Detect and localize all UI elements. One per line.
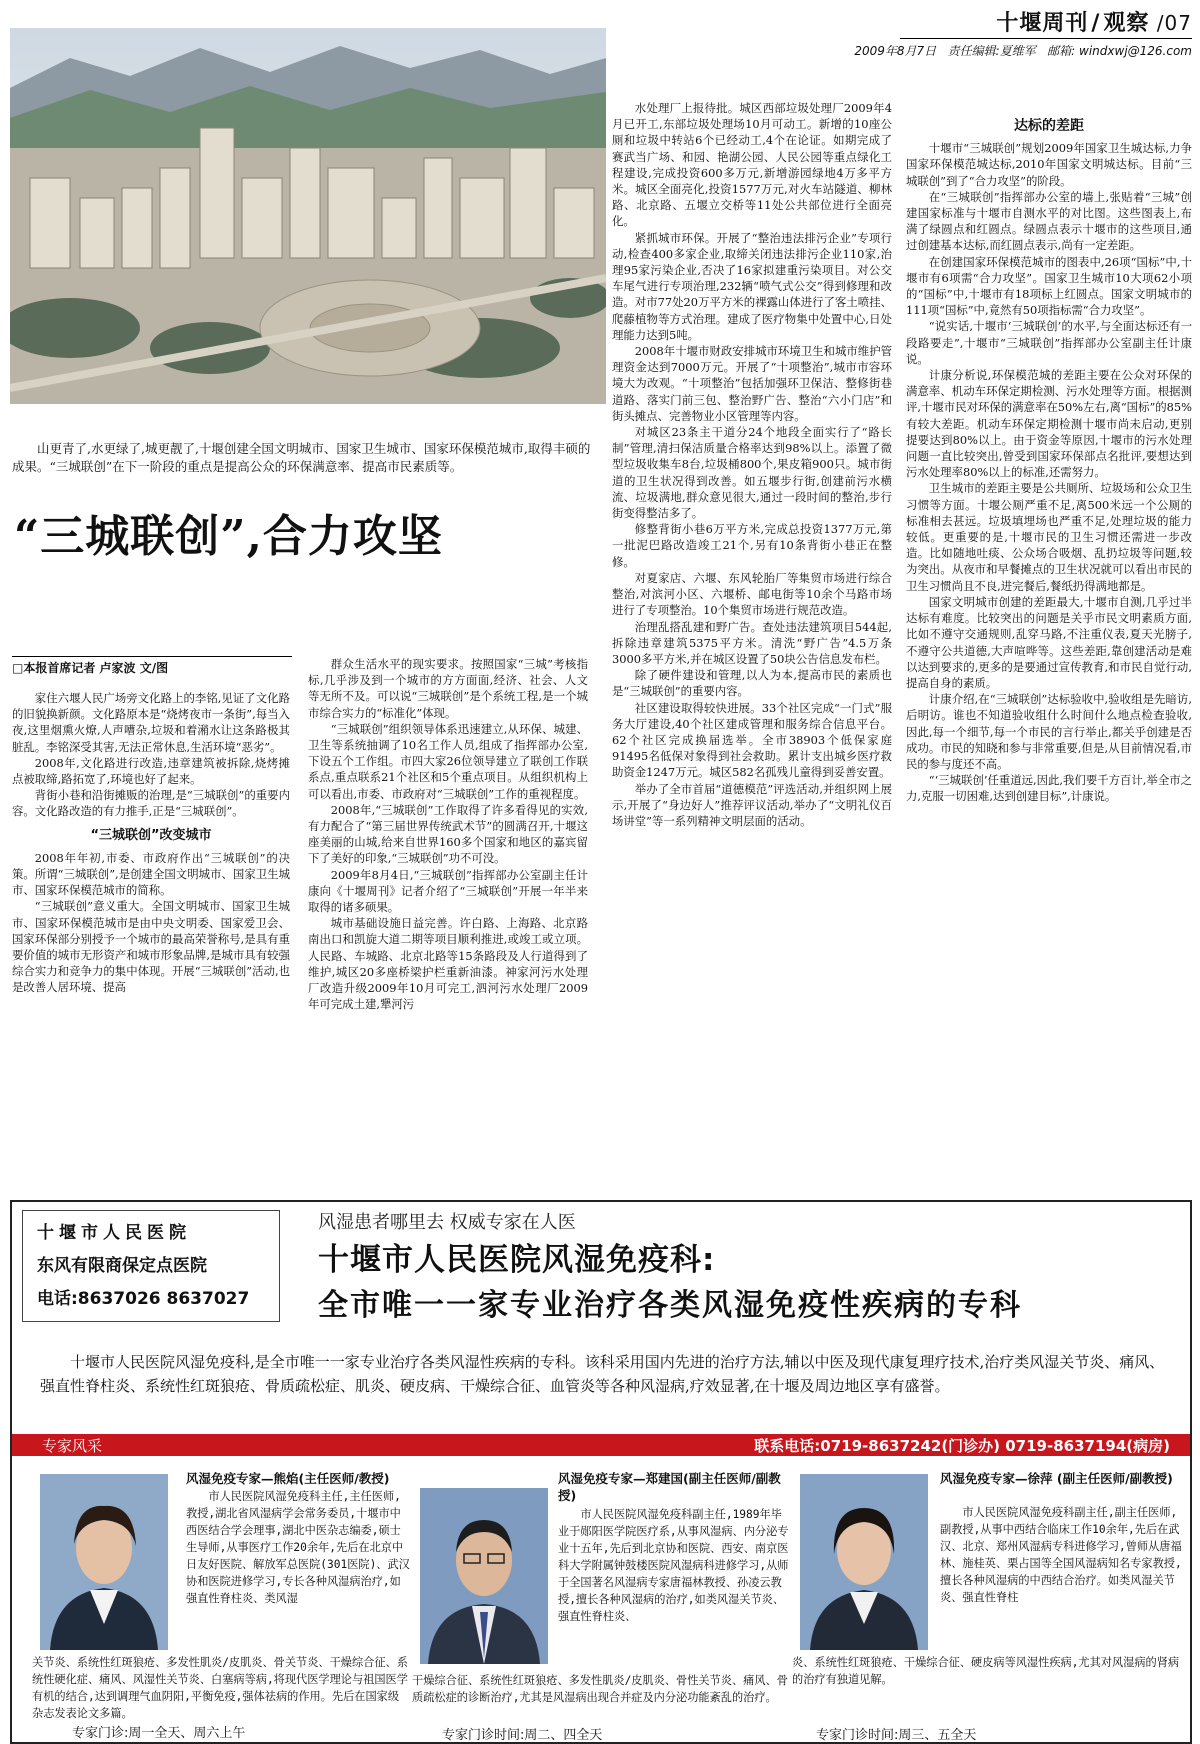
paragraph: “说实话,十堰市‘三城联创’的水平,与全面达标还有一段路要走”,十堰市“三城联创”指挥部办公室副主任计康说。 [906,319,1192,366]
insurance-note: 东风有限商保定点医院 [37,1256,207,1276]
hospital-info-box [22,1210,280,1322]
paragraph: 2008年年初,市委、市政府作出“三城联创”的决策。所谓“三城联创”,是创建全国文明城市、国家卫生城市、国家环保模范城市的简称。 [12,850,290,898]
masthead: 十堰周刊 / 观察 /07 [996,11,1192,36]
city-photo [10,28,606,404]
subheading: 达标的差距 [1014,118,1084,134]
paragraph: 计康介绍,在“三城联创”达标验收中,验收组是先暗访,后明访。谁也不知道验收组什么时间什么地点检查验收,因此,每一个细节,每一个市民的言行举止,都关乎创建是否成功。市民的知晓和参与非常重要,但是,从目前情况看,市民的参与度还不高。 [906,692,1192,771]
photo-caption: 山更青了,水更绿了,城更靓了,十堰创建全国文明城市、国家卫生城市、国家环保模范城市,取得丰硕的成果。“三城联创”在下一阶段的重点是提高公众的环保满意率、提高市民素质等。 [12,441,591,474]
expert-bar-title: 专家风采 [42,1437,103,1455]
article-column-2 [308,656,588,1190]
email-label: 邮箱: [1047,44,1076,58]
hospital-phone: 电话:8637026 8637027 [37,1289,250,1309]
paragraph: 城市基础设施日益完善。许白路、上海路、北京路南出口和凯旋大道二期等项目顺利推进,或竣工或立项。人民路、车城路、北京北路等15条路段及人行道得到了维护,城区20多座桥梁护栏重新油漆。神家河污水处理厂改造升级2009年10月可完工,泗河污水处理厂2009年可完成土建,犟河污 [308,916,588,1012]
paragraph: 2008年,文化路进行改造,违章建筑被拆除,烧烤摊点被取缔,路拓宽了,环境也好了起来。 [12,755,290,787]
expert-photo [800,1474,928,1650]
expert-title: 风湿免疫专家—徐萍 (副主任医师/副教授) [940,1471,1173,1486]
expert-bio-continued: 炎、系统性红斑狼疮、干燥综合征、硬皮病等风湿性疾病,尤其对风湿病的肾病的治疗有独道见解。 [792,1656,1180,1686]
paragraph: 对夏家店、六堰、东风轮胎厂等集贸市场进行综合整治,对滨河小区、六堰桥、邮电街等10余个马路市场进行了专项整治。10个集贸市场进行规范改造。 [612,570,892,618]
expert-card [32,1468,412,1744]
paragraph: “三城联创”组织领导体系迅速建立,从环保、城建、卫生等系统抽调了10名工作人员,组成了指挥部办公室,下设五个工作组。市四大家26位领导建立了联创工作联系点,重点联系21个社区和5个重点项目。从组织机构上可以看出,市委、市政府对“三城联创”工作的重视程度。 [308,721,588,801]
paragraph: 国家文明城市创建的差距最大,十堰市自测,几乎过半达标有难度。比较突出的问题是关乎市民文明素质方面,比如不遵守交通规则,乱穿马路,不注重仪表,夏天光膀子,不遵守公共道德,大声喧哗等。这些差距,靠创建活动是难以达到要求的,更多的是要通过宣传教育,和市民自觉行动,提高自身的素质。 [906,594,1192,690]
ad-subtitle: 风湿患者哪里去 权威专家在人医 [318,1212,576,1233]
article-column-1 [12,690,290,1190]
expert-card [412,1468,792,1744]
clinic-hours: 专家门诊时间:周三、五全天 [816,1728,977,1743]
expert-title: 风湿免疫专家—郑建国(副主任医师/副教授) [558,1471,781,1503]
clinic-hours: 专家门诊时间:周二、四全天 [442,1728,603,1743]
paragraph: 2008年十堰市财政安排城市环境卫生和城市维护管理资金达到7000万元。开展了“十项整治”,城市市容环境大为改观。“十项整治”包括加强环卫保洁、整修街巷道路、落实门前三包、整治野广告、整治“六小门店”和街头摊点、完善物业小区管理等内容。 [612,344,892,423]
byline: □本报首席记者 卢家波 文/图 [12,656,292,676]
paragraph: “三城联创”意义重大。全国文明城市、国家卫生城市、国家环保模范城市是由中央文明委、国家爱卫会、国家环保部分别授予一个城市的最高荣誉称号,是具有重要价值的城市无形资产和城市形象品牌,是城市具有较强综合实力和竞争力的集中体现。开展“三城联创”活动,也是改善人居环境、提高 [12,899,290,995]
paragraph: 群众生活水平的现实要求。按照国家“三城”考核指标,几乎涉及到一个城市的方方面面,经济、社会、人文等无所不及。可以说“三城联创”是个系统工程,是一个城市综合实力的“标准化”体现。 [308,657,588,720]
article-column-4 [906,118,1192,1190]
ad-description: 十堰市人民医院风湿免疫科,是全市唯一一家专业治疗各类风湿性疾病的专科。该科采用国内先进的治疗方法,辅以中医及现代康复理疗技术,治疗类风湿关节炎、痛风、强直性脊柱炎、系统性红斑狼疮、骨质疏松症、肌炎、硬皮病、干燥综合征、血管炎等各种风湿病,疗效显著,在十堰及周边地区享有盛誉。 [40,1353,1165,1395]
paragraph: 2009年8月4日,“三城联创”指挥部办公室副主任计康向《十堰周刊》记者介绍了“三城联创”开展一年半来取得的诸多硕果。 [308,867,588,915]
expert-photo [40,1474,168,1650]
paragraph: 紧抓城市环保。开展了“整治违法排污企业”专项行动,检查400多家企业,取缔关闭违法排污企业110家,治理95家污染企业,否决了16家拟建重污染项目。对公交车尾气进行专项治理,232辆“喷气式公交”得到修理和改造。对市77处20万平方米的裸露山体进行了客土喷挂、爬藤植物等方式治理。建成了医疗物集中处置中心,日处理能力达到5吨。 [612,230,892,342]
hospital-name: 十堰市人民医院 [37,1223,191,1243]
paragraph: 在创建国家环保模范城市的图表中,26项“国标”中,十堰市有6项需“合力攻坚”。国家卫生城市10大项62小项的“国标”中,十堰市有18项标上红圆点。国家文明城市的111项“国标”中,竟然有50项指标需“合力攻坚”。 [906,254,1192,318]
paragraph: 十堰市“三城联创”规划2009年国家卫生城达标,力争国家环保模范城达标,2010年国家文明城达标。目前“三城联创”到了“合力攻坚”的阶段。 [906,141,1192,188]
paragraph: “‘三城联创’任重道远,因此,我们要千方百计,举全市之力,克服一切困难,达到创建目标”,计康说。 [906,773,1192,804]
paragraph: 家住六堰人民广场旁文化路上的李铭,见证了文化路的旧貌换新颜。文化路原本是“烧烤夜市一条街”,每当入夜,这里烟熏火燎,人声嘈杂,垃圾和着潲水让这条路极其脏乱。李铭深受其害,无法正常休息,生活环境“恶劣”。 [12,691,290,754]
issue-line [760,42,1192,59]
paragraph: 水处理厂上报待批。城区西部垃圾处理厂2009年4月已开工,东部垃圾处理场10月可动工。新增的10座公厕和垃圾中转站6个已经动工,4个在论证。如期完成了赛武当广场、和园、艳湖公园、人民公园等重点绿化工程建设,完成投资600多万元,新增游园绿地4万多平方米。城区全面亮化,投资1577万元,对火车站隧道、柳林路、北京路、五堰立交桥等11处公共部位进行全面亮化。 [612,101,892,229]
editor-name: 夏维军 [999,44,1036,58]
subheading: “三城联创”改变城市 [90,827,212,843]
hospital-advertisement [10,1200,1192,1744]
expert-bio-continued: 干燥综合征、系统性红斑狼疮、多发性肌炎/皮肌炎、骨性关节炎、痛风、骨质疏松症的诊断治疗,尤其是风湿病出现合并症及内分泌功能紊乱的治疗。 [412,1674,788,1704]
paragraph: 2008年,“三城联创”工作取得了许多看得见的实效,有力配合了“第三届世界传统武术节”的圆满召开,十堰这座美丽的山城,给来自世界160多个国家和地区的嘉宾留下了美好的印象,“三城联创”功不可没。 [308,802,588,866]
expert-bio: 市人民医院风湿免疫科副主任,副主任医师,副教授,从事中西结合临床工作10余年,先后在武汉、北京、郑州风湿病专科进修学习,曾师从唐福林、施桂英、栗占国等全国风湿病知名专家教授,擅长各种风湿病的中西结合治疗。如类风湿关节炎、强直性脊柱 [940,1506,1182,1604]
paragraph: 举办了全市首届“道德模范”评选活动,并组织网上展示,开展了“身边好人”推荐评议活动,举办了“文明礼仪百场讲堂”等一系列精神文明层面的活动。 [612,781,892,828]
section-name: 观察 [1103,11,1150,36]
paragraph: 对城区23条主干道分24个地段全面实行了“路长制”管理,清扫保洁质量合格率达到98%以上。添置了微型垃圾收集车8台,垃圾桶800个,果皮箱900只。城市街道的卫生状况得到改善。如五堰步行街,创建前污水横流、垃圾满地,群众意见很大,通过一段时间的整治,步行街变得整洁多了。 [612,425,892,521]
paragraph: 在“三城联创”指挥部办公室的墙上,张贴着“三城”创建国家标准与十堰市自测水平的对比图。这些图表上,布满了绿圆点和红圆点。绿圆点表示十堰市的这些项目,通过创建基本达标,而红圆点表示,尚有一定差距。 [906,189,1192,253]
paragraph: 修整背街小巷6万平方米,完成总投资1377万元,第一批泥巴路改造竣工21个,另有10条背街小巷正在整修。 [612,522,892,569]
expert-bar [12,1434,1190,1456]
expert-photo [420,1488,548,1664]
issue-date: 2009年8月7日 [854,44,937,58]
expert-title: 风湿免疫专家—熊焰(主任医师/教授) [186,1471,390,1486]
ad-title-secondary: 全市唯一一家专业治疗各类风湿免疫性疾病的专科 [318,1288,1022,1323]
ad-title: 十堰市人民医院风湿免疫科: [318,1242,716,1278]
masthead-rule [900,38,1192,39]
expert-card [792,1468,1192,1744]
ad-header [12,1202,1190,1328]
contact-phones: 联系电话:0719-8637242(门诊办) 0719-8637194(病房) [754,1437,1170,1455]
paragraph: 治理乱搭乱建和野广告。查处违法建筑项目544起,拆除违章建筑5375平方米。清洗“野广告”4.5万条3000多平方米,并在城区设置了50块公告信息发布栏。 [612,619,892,666]
paragraph: 除了硬件建设和管理,以人为本,提高市民的素质也是“三城联创”的重要内容。 [612,668,892,699]
expert-bio-continued: 关节炎、系统性红斑狼疮、多发性肌炎/皮肌炎、骨关节炎、干燥综合征、系统性硬化症、痛风、风湿性关节炎、白塞病等病,将现代医学理论与祖国医学有机的结合,达到调理气血阴阳,平衡免疫,强体祛病的作用。先后在国家级杂志发表论文多篇。 [32,1656,408,1720]
editor-label: 责任编辑: [947,44,1000,58]
paragraph: 计康分析说,环保模范城的差距主要在公众对环保的满意率、机动车环保定期检测、污水处理等方面。根据测评,十堰市民对环保的满意率在50%左右,离“国标”的85%有较大差距。机动车环保定期检测十堰市尚未启动,更别提要达到80%以上。由于资金等原因,十堰市的污水处理问题一直比较突出,曾受到国家环保部点名批评,要想达到污水处理率80%以上的标准,还需努力。 [906,368,1192,480]
paragraph: 背街小巷和沿街摊贩的治理,是“三城联创”的重要内容。文化路改造的有力推手,正是“三城联创”。 [12,788,290,819]
paper-name: 十堰周刊 [996,11,1089,36]
page-number: 07 [1164,11,1192,35]
article-column-3 [612,100,892,1190]
expert-bio: 市人民医院风湿免疫科主任,主任医师,教授,湖北省风湿病学会常务委员,十堰市中西医结合学会理事,湖北中医杂志编委,硕士生导师,从事医疗工作20余年,先后在北京中日友好医院、解放军总医院(301医院)、武汉协和医院进修学习,专长各种风湿病治疗,如强直性脊柱炎、类风湿 [186,1490,410,1605]
paragraph: 卫生城市的差距主要是公共厕所、垃圾场和公众卫生习惯等方面。十堰公厕严重不足,离500米远一个公厕的标准相去甚远。垃圾填埋场也严重不足,处理垃圾的能力较低。更重要的是,十堰市民的卫生习惯还需进一步改造。比如随地吐痰、公众场合吸烟、乱扔垃圾等问题,较为突出。从夜市和早餐摊点的卫生状况就可以看出市民的卫生习惯尚且不良,进完餐后,餐纸扔得满地都是。 [906,481,1192,593]
paragraph: 社区建设取得较快进展。33个社区完成“一门式”服务大厅建设,40个社区建成管理和服务综合信息平台。62个社区完成换届选举。全市38903个低保家庭91495名低保对象得到社会救助。累计支出城乡医疗救助资金1247万元。城区582名孤残儿童得到妥善安置。 [612,700,892,780]
expert-bio: 市人民医院风湿免疫科副主任,1989年毕业于郧阳医学院医疗系,从事风湿病、内分泌专业十五年,先后到北京协和医院、西安、南京医科大学附属钟鼓楼医院风湿病科进修学习,从师于全国著名风湿病专家唐福林教授、孙凌云教授,擅长各种风湿病的治疗,如类风湿关节炎、强直性脊柱炎、 [558,1508,789,1623]
email-link[interactable]: windxwj@126.com [1079,44,1192,58]
clinic-hours: 专家门诊:周一全天、周六上午 [72,1726,246,1741]
headline: “三城联创”,合力攻坚 [14,511,443,562]
